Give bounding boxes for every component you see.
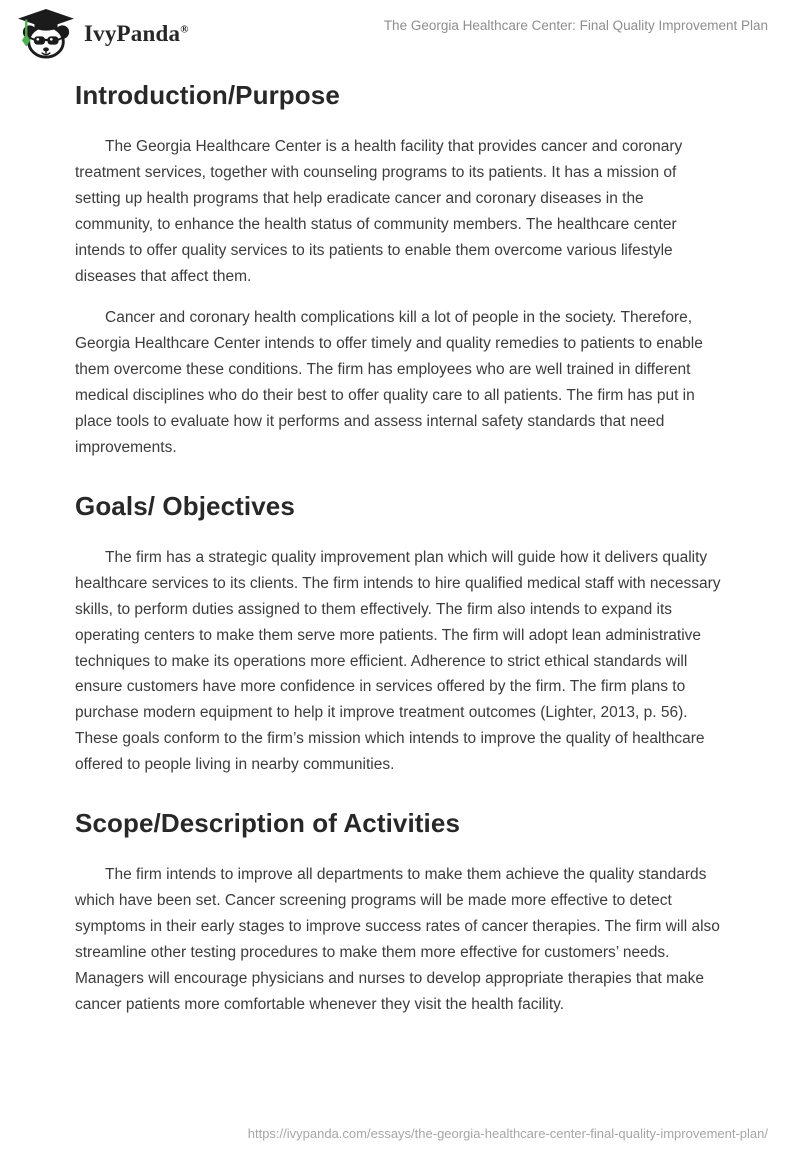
panda-graduation-cap-logo-icon: [14, 8, 78, 60]
section-scope-description: [75, 808, 723, 1017]
page-header: [0, 0, 800, 62]
paragraph: The firm intends to improve all departments to make them achieve the quality standards which have been set. Cancer screening programs will be made more effective to detect symptoms in their early stages to improve success rates of cancer therapies. The firm will also streamline other testing procedures to make them more effective for customers’ needs. Managers will encourage physicians and nurses to develop appropriate therapies that make cancer patients more comfortable whenever they visit the health facility.: [75, 866, 720, 1013]
brand: [14, 8, 189, 60]
source-url: https://ivypanda.com/essays/the-georgia-healthcare-center-final-quality-improvement-plan/: [247, 1126, 768, 1141]
registered-trademark: ®: [180, 23, 189, 36]
brand-name-text: IvyPanda: [84, 21, 181, 46]
document-body: [0, 80, 800, 1017]
page-footer: [248, 1126, 768, 1141]
paragraph: The Georgia Healthcare Center is a health facility that provides cancer and coronary treatment services, together with counseling programs to its patients. It has a mission of setting up health programs that help eradicate cancer and coronary diseases in the community, to enhance the health status of community members. The healthcare center intends to offer quality services to its patients to enable them overcome various lifestyle diseases that affect them.: [75, 138, 683, 285]
brand-name: [84, 21, 189, 47]
section-heading: Introduction/Purpose: [75, 80, 340, 110]
section-introduction-purpose: [75, 80, 723, 461]
paragraph: The firm has a strategic quality improvement plan which will guide how it delivers quality healthcare services to its clients. The firm intends to hire qualified medical staff with necessary skills, to perform duties assigned to them effectively. The firm also intends to expand its operating centers to make them serve more patients. The firm will adopt lean administrative techniques to make its operations more efficient. Adherence to strict ethical standards will ensure customers have more confidence in services offered by the firm. The firm plans to purchase modern equipment to help it improve treatment outcomes (Lighter, 2013, p. 56). These goals conform to the firm’s mission which intends to improve the quality of healthcare offered to people living in nearby communities.: [75, 548, 721, 774]
section-heading: Scope/Description of Activities: [75, 808, 461, 839]
document-title: The Georgia Healthcare Center: Final Quality Improvement Plan: [383, 18, 768, 33]
paragraph: Cancer and coronary health complications kill a lot of people in the society. Therefore, Georgia Healthcare Center intends to offer timely and quality remedies to patients to enable them overcome these conditions. The firm has employees who are well trained in different medical disciplines who do their best to offer quality care to all patients. The firm has put in place tools to evaluate how it performs and assess internal safety standards that need improvements.: [75, 309, 703, 456]
section-heading: Goals/ Objectives: [75, 490, 295, 521]
section-goals-objectives: [75, 491, 723, 778]
